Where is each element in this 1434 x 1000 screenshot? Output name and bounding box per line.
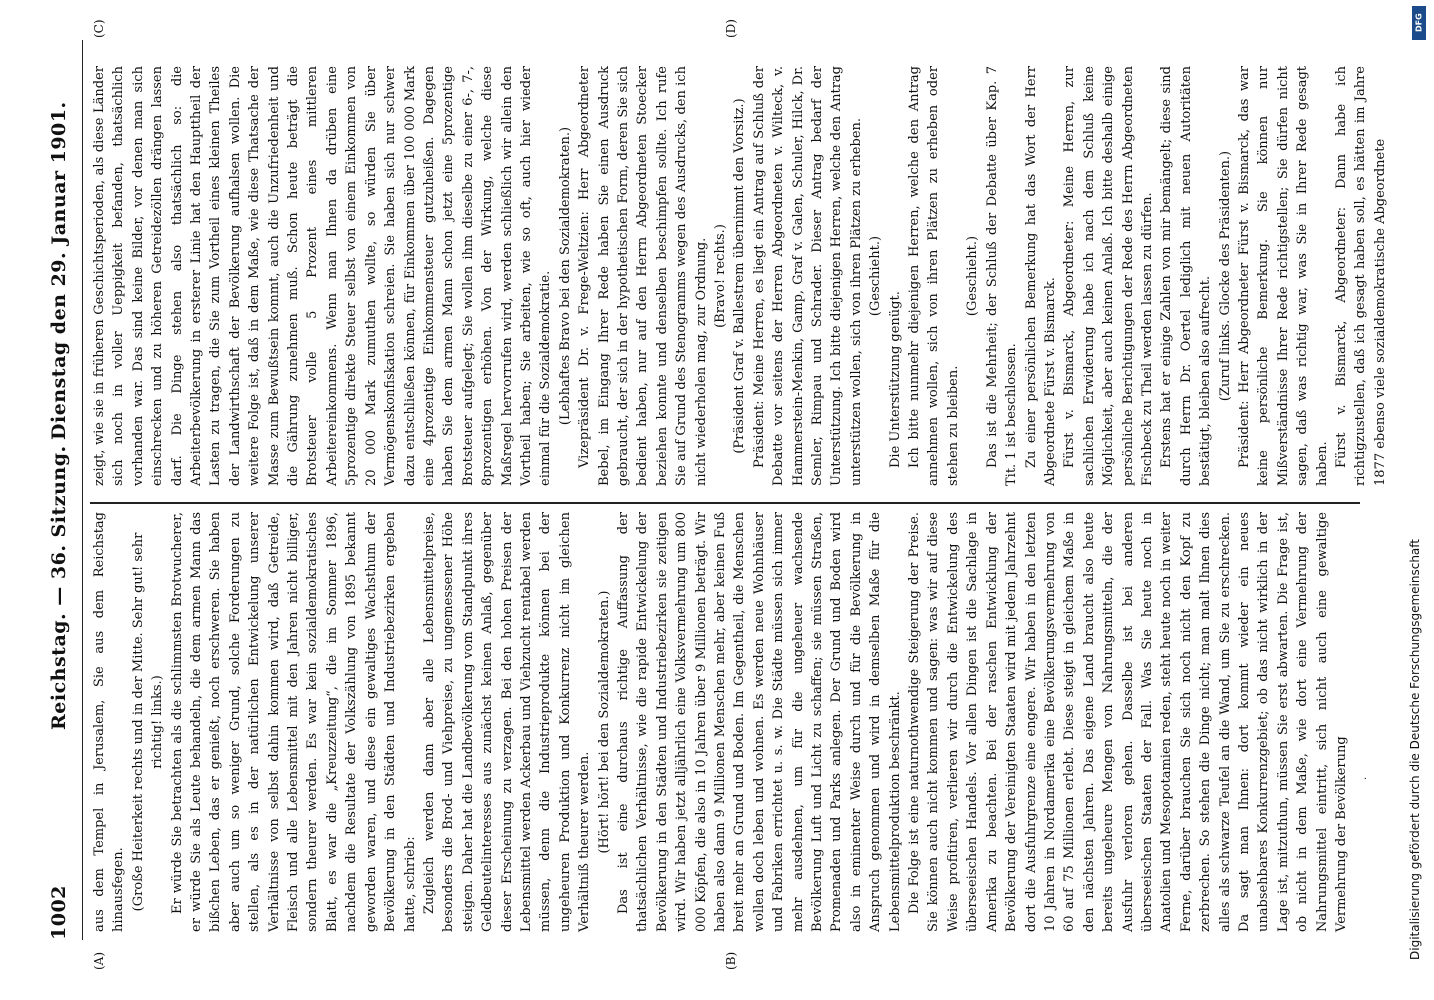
session-title: Reichstag. — 36. Sitzung. [48,445,70,730]
paragraph: Ich bitte nunmehr diejenigen Herren, welche den Antrag annehmen wollen, sich von ihren Plätzen zu erheben oder stehen zu bleiben. [907,66,961,486]
margin-marker-b: (B) [724,951,738,970]
paragraph: Die Folge ist eine naturnothwendige Steigerung der Preise. Sie können auch nicht kommen und sagen: was wir auf diese Weise profitiren, verlieren wir durch die Entwickelung des überseeischen Handels. Vor allen Dingen ist die Sachlage in Amerika zu beachten. Bei der raschen Entwicklung der Bevölkerung der Vereinigten Staaten wird mit jedem Jahrzehnt dort die Ausfuhrgrenze eine engere. Wir haben in den letzten 10 Jahren in Nordamerika eine Bevölkerungsvermehrung von 60 auf 75 Millionen erlebt. Diese steigt in gleichem Maße in den nächsten Jahren. Das eigene Land braucht also heute bereits ungeheure Mengen von Nahrungsmitteln, die der Ausfuhr verloren gehen. Dasselbe ist bei anderen überseeischen Staaten der Fall. Was Sie heute noch in Anatolien und Mesopotamien reden, steht heute noch in weiter Ferne, darüber brauchen Sie sich noch nicht den Kopf zu zerbrechen. So stehen die Dinge nicht; man malt Ihnen dies alles als schwarze Teufel an die Wand, um Sie zu erschrecken. Da sagt man Ihnen: dort kommt wieder ein neues unabsehbares Konkurrenzgebiet; ob das nicht wirklich in der Lage ist, mitzuthun, müssen Sie erst abwarten. Die Frage ist, ob nicht in dem Maße, wie dort eine Vermehrung der Nahrungsmittel eintritt, sich nicht auch eine gewaltige Vermehrung der Bevölkerung [907,512,1349,932]
paragraph: Die Unterstützung genügt. [887,291,903,468]
digitization-credit: Digitalisierung gefördert durch die Deutsche Forschungsgemeinschaft [1408,538,1422,960]
dfg-logo: DFG [1412,6,1426,40]
interjection: (Zuruf links. Glocke des Präsidenten.) [1217,150,1233,402]
margin-marker-d: (D) [724,19,738,38]
margin-marker-a: (A) [92,951,106,970]
speech: Fürst v. Bismarck, Abgeordneter: Dann habe ich richtigzustellen, daß ich gesagt haben soll, es hätten im Jahre 1877 ebenso viele sozialdemokratische Abgeordnete [1334,66,1388,486]
right-column [90,66,1388,486]
page-number: 1002 [48,885,70,940]
speech: Präsident: Herr Abgeordneter Fürst v. Bismarck, das war keine persönliche Bemerkung. Sie können nur Mißverständnisse Ihrer Rede richtigstellen; Sie dürfen nicht sagen, daß was richtig war, was Sie in Ihrer Rede gesagt haben. [1236,66,1330,486]
interjection: (Lebhaftes Bravo bei den Sozialdemokraten.) [557,126,573,426]
interjection: (Große Heiterkeit rechts und in der Mitte. Sehr gut! sehr richtig! links.) [130,532,166,912]
interjection: (Geschieht.) [965,235,981,317]
header-rule [82,40,83,940]
speech: Fürst v. Bismarck, Abgeordneter: Meine Herren, zur sachlichen Erwiderung habe ich nach dem Schluß keine Möglichkeit, aber auch keinen Anlaß. Ich bitte deshalb einige persönliche Berichtigungen der Rede des Herrn Abgeordneten Fischbeck zu Theil werden lassen zu dürfen. [1062,66,1155,486]
interjection: (Hört! hört! bei den Sozialdemokraten.) [596,590,612,854]
paragraph: Erstens hat er einige Zahlen von mir bemängelt; diese sind durch Herrn Dr. Oertel lediglich mit neuen Autoritäten bestätigt, bleiben also aufrecht. [1159,66,1214,486]
session-date: Dienstag den 29. Januar 1901. [48,101,70,440]
paragraph: Das ist eine durchaus richtige Auffassung der thatsächlichen Verhältnisse, wie die rapide Entwickelung der Bevölkerung in den Städten und Industriebezirken sie zeitigen wird. Wir haben jetzt alljährlich eine Volksvermehrung um 800 000 Köpfen, die also in 10 Jahren über 9 Millionen beträgt. Wir haben also dann 9 Millionen Menschen mehr, aber keinen Fuß breit mehr an Grund und Boden. Im Gegentheil, die Menschen wollen doch leben und wohnen. Es werden neue Wohnhäuser und Fabriken errichtet u. s. w. Die Städte müssen sich immer mehr ausdehnen, um für die ungeheuer wachsende Bevölkerung Luft und Licht zu schaffen; sie müssen Straßen, Promenaden und Parks anlegen. Der Grund und Boden wird also in eminenter Weise durch und für die Bevölkerung in Anspruch genommen und wird in demselben Maße für die Lebensmittelproduktion beschränkt. [615,512,903,932]
paragraph: Zu einer persönlichen Bemerkung hat das Wort der Herr Abgeordnete Fürst v. Bismarck. [1023,66,1058,486]
column-divider [90,503,1360,505]
left-column [90,512,1360,932]
interjection: (Bravo! rechts.) [713,224,728,328]
margin-marker-c: (C) [92,19,106,38]
footer-mark: . [1358,776,1369,780]
interjection: (Präsident Graf v. Ballestrem übernimmt den Vorsitz.) [732,98,748,454]
interjection: (Geschieht.) [868,235,884,317]
speech: Vizepräsident Dr. v. Frege-Weltzien: Herr Abgeordneter Bebel, im Eingang Ihrer Rede haben Sie einen Ausdruck gebraucht, der sich in der hypothetischen Form, deren Sie sich bedient haben, nur auf den Herrn Abgeordneten Stoecker beziehen konnte und denselben beschimpfen sollte. Ich rufe Sie auf Grund des Stenogramms wegen des Ausdrucks, den ich nicht wiederholen mag, zur Ordnung. [577,66,709,486]
quotation: Zugleich werden dann aber alle Lebensmittelpreise, besonders die Brod- und Viehpreise, zu ungemessener Höhe steigen. Daher hat die Landbevölkerung vom Standpunkt ihres Geldbeutelinteresses aus zunächst keinen Anlaß, gegenüber dieser Erscheinung zu verzagen. Bei den hohen Preisen der Lebensmittel werden Ackerbau und Viehzucht rentabel werden müssen, denn die Industrieprodukte können bei der ungeheuren Produktion und Konkurrenz nicht im gleichen Verhältniß theurer werden. [421,512,593,932]
paragraph: zeigt, wie sie in früheren Geschichtsperioden, als diese Länder sich noch in voller Ueppigkeit befanden, thatsächlich vorhanden war. Das sind keine Bilder, vor denen man sich einschrecken und zu höheren Getreidezöllen drängen lassen darf. Die Dinge stehen also thatsächlich so: die Arbeiterbevölkerung in ersterer Linie hat den Haupttheil der Lasten zu tragen, die Sie zum Vortheil eines kleinen Theiles der Landwirthschaft der Bevölkerung aufhalsen wollen. Die weitere Folge ist, daß in dem Maße, wie diese Thatsache der Masse zum Bewußtsein kommt, auch die Unzufriedenheit und die Gährung zunehmen muß. Schon heute beträgt die Brotsteuer volle 5 Prozent eines mittleren Arbeitereinkommens. Wenn man Ihnen da drüben eine 5prozentige direkte Steuer selbst von einem Einkommen von 20 000 Mark zumuthen wollte, so würden Sie über Vermögenskonfiskation schreien. Sie haben sich nur schwer dazu entschließen können, für Einkommen über 100 000 Mark eine 4prozentige Einkommensteuer gutzuheißen. Dagegen haben Sie dem armen Mann schon jetzt eine 5prozentige Brotsteuer aufgelegt; Sie wollen ihm dieselbe zu einer 6-, 7-, 8prozentigen erhöhen. Von der Wirkung, welche diese Maßregel hervorrufen wird, werden schließlich wir allein den Vortheil haben; Sie arbeiten, wie so oft, auch hier wieder einmal für die Sozialdemokratie. [92,66,554,486]
paragraph: aus dem Tempel in Jerusalem, Sie aus dem Reichstag hinausfegen. [92,512,127,932]
speech: Präsident: Meine Herren, es liegt ein Antrag auf Schluß der Debatte vor seitens der Herren Abgeordneten v. Wilteck, v. Hammerstein-Menkin, Gamp, Graf v. Galen, Schuler, Hilck, Dr. Semler, Rimpau und Schrader. Dieser Antrag bedarf der Unterstützung. Ich bitte diejenigen Herren, welche den Antrag unterstützen wollen, sich von ihren Plätzen zu erheben. [751,66,864,486]
paragraph: Das ist die Mehrheit; der Schluß der Debatte über Kap. 7 Tit. 1 ist beschlossen. [984,66,1020,486]
paragraph: Er würde Sie betrachten als die schlimmsten Brotwucherer, er würde Sie als Leute behandeln, die dem armen Mann das bißchen Leben, das er genießt, noch erschweren. Sie haben aber auch um so weniger Grund, solche Forderungen zu stellen, als es in der natürlichen Entwickelung unserer Verhältnisse von selbst dahin kommen wird, daß Getreide, Fleisch und alle Lebensmittel mit den Jahren nicht billiger, sondern theurer werden. Es war kein sozialdemokratisches Blatt, es war die „Kreuzzeitung“, die im Sommer 1896, nachdem die Resultate der Volkszählung von 1895 bekannt geworden waren, und diese ein gewaltiges Wachsthum der Bevölkerung in den Städten und Industriebezirken ergeben hatte, schrieb: [169,512,418,932]
page-header [48,40,78,940]
digitization-strip [1404,0,1432,1000]
